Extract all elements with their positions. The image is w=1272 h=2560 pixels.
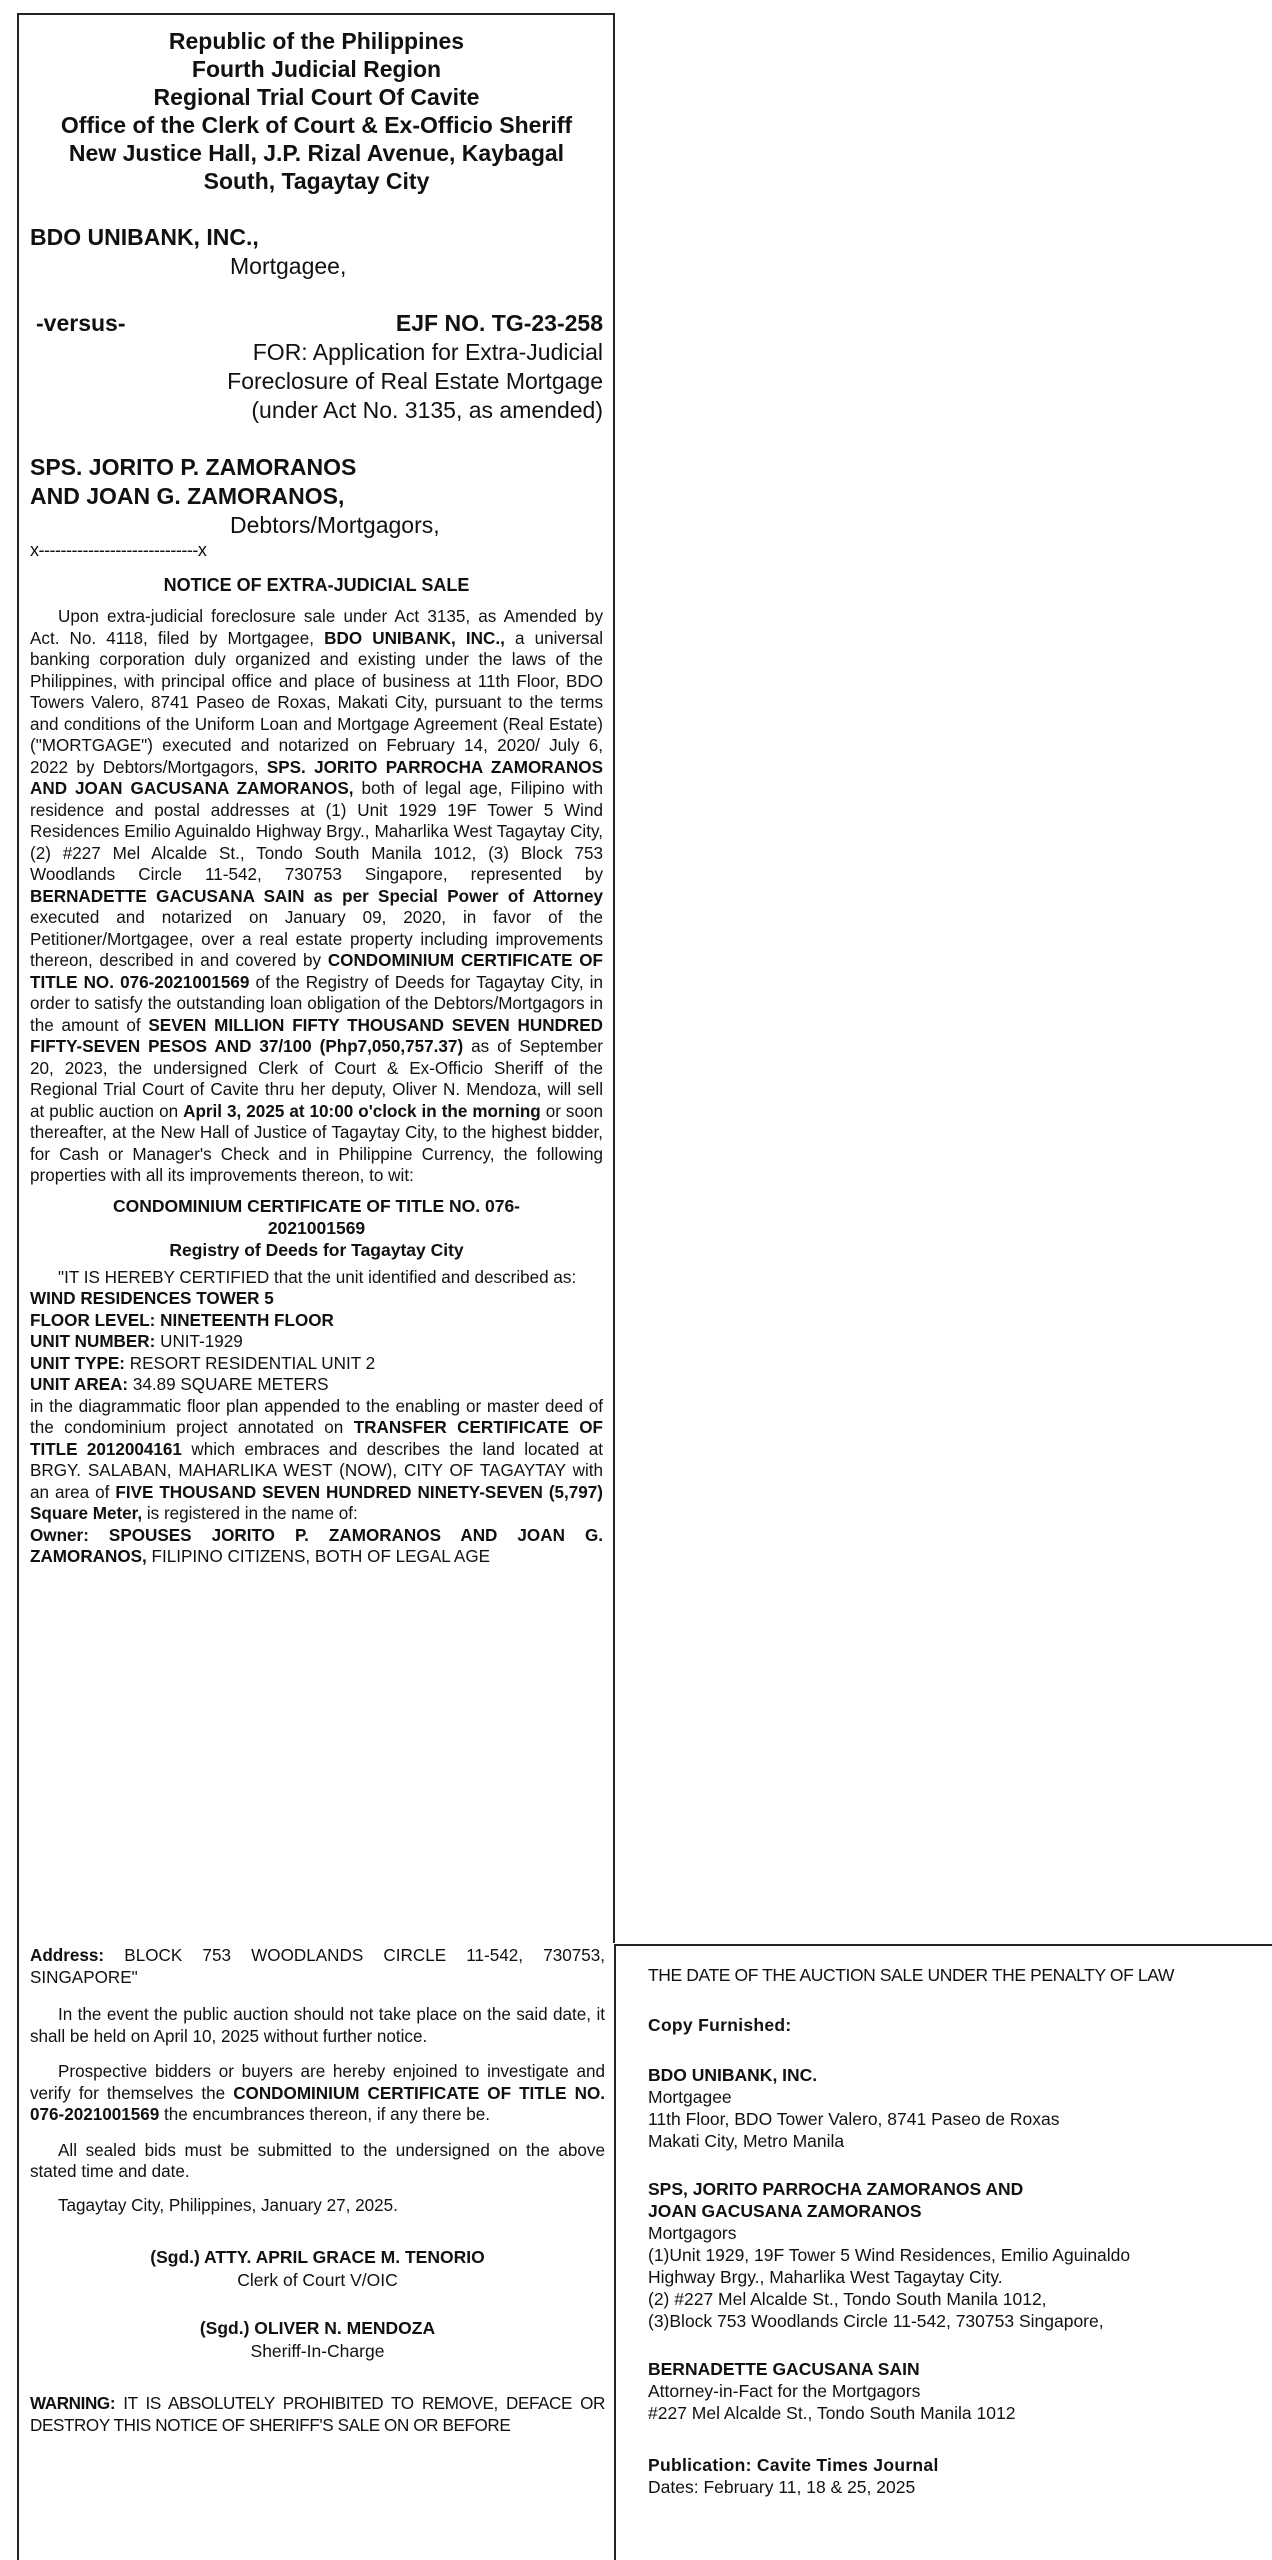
field-value: 34.89 SQUARE METERS xyxy=(128,1375,329,1394)
recipient-bdo xyxy=(648,2064,1260,2152)
field-value: FILIPINO CITIZENS, BOTH OF LEGAL AGE xyxy=(146,1547,491,1566)
cct-registry: Registry of Deeds for Tagaytay City xyxy=(169,1239,464,1260)
postponement-paragraph: In the event the public auction should not take place on the said date, it shall be held on April 10, 2025 without further notice. xyxy=(30,2005,605,2046)
signature-block-clerk xyxy=(30,2246,605,2292)
warning-notice xyxy=(30,2393,605,2436)
text-run: FIVE THOUSAND SEVEN HUNDRED NINETY-SEVEN (5,797) Square Meter, xyxy=(30,1482,603,1523)
unit-type xyxy=(30,1353,603,1375)
publication-dates: Dates: February 11, 18 & 25, 2025 xyxy=(648,2477,916,2497)
text-run: TRANSFER CERTIFICATE OF TITLE 2012004161 xyxy=(30,1418,603,1459)
case-purpose-line: Foreclosure of Real Estate Mortgage xyxy=(227,368,603,394)
recipient-address: Highway Brgy., Maharlika West Tagaytay City. xyxy=(648,2267,1003,2287)
header-line: Republic of the Philippines xyxy=(168,28,465,54)
text-run: of the Registry of Deeds for Tagaytay City, in order to satisfy the outstanding loan obligation of the Debtors/Mortgagors in the amount of xyxy=(30,972,603,1035)
main-paragraph xyxy=(30,606,603,1187)
recipient-name: JOAN GACUSANA ZAMORANOS xyxy=(648,2201,922,2221)
cct-heading xyxy=(30,1195,603,1261)
text-run: CONDOMINIUM CERTIFICATE OF TITLE NO. 076-2021001569 xyxy=(30,2083,605,2124)
text-run: executed and notarized on January 09, 2020, in favor of the Petitioner/Mortgagee, over a real estate property including improvements thereon, described in and covered by xyxy=(30,908,603,970)
recipient-role: Mortgagors xyxy=(648,2223,737,2243)
text-run: BERNADETTE GACUSANA SAIN as per Special Power of Attorney xyxy=(30,886,603,906)
field-label: UNIT TYPE: xyxy=(30,1353,125,1373)
certified-line: "IT IS HEREBY CERTIFIED that the unit identified and described as: xyxy=(58,1267,577,1287)
text-run: SEVEN MILLION FIFTY THOUSAND SEVEN HUNDRED FIFTY-SEVEN PESOS AND 37/100 (Php7,050,757.37) xyxy=(30,1015,603,1056)
warning-label: WARNING: xyxy=(30,2394,116,2413)
plaintiff-name: BDO UNIBANK, INC., xyxy=(30,224,259,250)
recipient-address: 11th Floor, BDO Tower Valero, 8741 Paseo de Roxas xyxy=(648,2109,1060,2129)
field-label: Address: xyxy=(30,1946,105,1965)
bidders-paragraph xyxy=(30,2061,605,2126)
notice-column xyxy=(17,13,615,1943)
text-run: April 3, 2025 at 10:00 o'clock in the morning xyxy=(183,1101,541,1121)
case-purpose-line: FOR: Application for Extra-Judicial xyxy=(252,339,603,365)
recipient-mortgagors xyxy=(648,2178,1260,2332)
text-run: Upon extra-judicial foreclosure sale under Act 3135, as Amended by Act. No. 4118, filed by Mortgagee, xyxy=(30,607,603,648)
text-run: as of September 20, 2023, the undersigned Clerk of Court & Ex-Officio Sheriff of the Regional Trial Court of Cavite thru her deputy, Oliver N. Mendoza, will sell at public auction on xyxy=(30,1037,603,1121)
field-value: UNIT-1929 xyxy=(155,1332,243,1351)
signatory-title: Clerk of Court V/OIC xyxy=(237,2270,398,2290)
versus-row xyxy=(30,309,603,338)
property-description xyxy=(30,1396,603,1525)
text-run: SPS. JORITO PARROCHA ZAMORANOS AND JOAN GACUSANA ZAMORANOS, xyxy=(30,757,603,798)
header-line: South, Tagaytay City xyxy=(203,168,430,194)
case-purpose-line: (under Act No. 3135, as amended) xyxy=(251,397,603,423)
defendant-role: Debtors/Mortgagors, xyxy=(230,512,440,538)
owner-line xyxy=(30,1525,603,1568)
text-run: both of legal age, Filipino with residence and postal addresses at (1) Unit 1929 19F Tower 5 Wind Residences Emilio Aguinaldo Highway Brgy., Maharlika West Tagaytay City, (2) #227 Mel Alcalde St., Tondo South Manila 1012, (3) Block 753 Woodlands Circle 11-542, 730753 Singapore, represented by xyxy=(30,779,603,884)
field-label: Owner: SPOUSES JORITO P. ZAMORANOS AND JOAN G. ZAMORANOS, xyxy=(30,1525,603,1566)
case-number: EJF NO. TG-23-258 xyxy=(395,310,603,336)
text-run: BDO UNIBANK, INC., xyxy=(324,628,505,648)
floor-level: FLOOR LEVEL: NINETEENTH FLOOR xyxy=(30,1310,334,1330)
recipient-role: Mortgagee xyxy=(648,2087,732,2107)
field-label: UNIT AREA: xyxy=(30,1375,129,1394)
unit-area xyxy=(30,1374,603,1396)
header-line: New Justice Hall, J.P. Rizal Avenue, Kaybagal xyxy=(68,140,565,166)
defendant-name: SPS. JORITO P. ZAMORANOS xyxy=(30,454,357,480)
text-run: which embraces and describes the land located at BRGY. SALABAN, MAHARLIKA WEST (NOW), CITY OF TAGAYTAY with an area of xyxy=(30,1439,604,1502)
recipient-attorney-in-fact xyxy=(648,2358,1260,2424)
field-value: RESORT RESIDENTIAL UNIT 2 xyxy=(124,1353,376,1373)
text-run: the encumbrances thereon, if any there be. xyxy=(159,2105,490,2124)
signature-block-sheriff xyxy=(30,2317,605,2363)
cct-title-line: CONDOMINIUM CERTIFICATE OF TITLE NO. 076- xyxy=(112,1195,521,1216)
text-run: or soon thereafter, at the New Hall of Justice of Tagaytay City, to the highest bidder, for Cash or Manager's Check and in Philippine Currency, the following properties with all its improvements thereon, to wit: xyxy=(30,1101,604,1185)
header-line: Office of the Clerk of Court & Ex-Officio Sheriff xyxy=(60,112,573,138)
header-line: Regional Trial Court Of Cavite xyxy=(153,84,480,110)
recipient-name: BDO UNIBANK, INC. xyxy=(648,2065,818,2085)
field-value: BLOCK 753 WOODLANDS CIRCLE 11-542, 730753, SINGAPORE" xyxy=(30,1946,605,1987)
signatory-name: (Sgd.) OLIVER N. MENDOZA xyxy=(199,2318,436,2338)
place-date: Tagaytay City, Philippines, January 27, 2025. xyxy=(58,2195,398,2215)
court-header xyxy=(30,27,603,195)
warning-continued: THE DATE OF THE AUCTION SALE UNDER THE PENALTY OF LAW xyxy=(648,1965,1174,1985)
copy-furnished-column xyxy=(614,1944,1272,2560)
notice-title: NOTICE OF EXTRA-JUDICIAL SALE xyxy=(163,575,470,595)
header-line: Fourth Judicial Region xyxy=(191,56,442,82)
copy-furnished-heading: Copy Furnished: xyxy=(648,2015,792,2035)
recipient-address: (2) #227 Mel Alcalde St., Tondo South Manila 1012, xyxy=(648,2289,1047,2309)
text-run: is registered in the name of: xyxy=(142,1504,358,1523)
plaintiff-role: Mortgagee, xyxy=(230,253,347,279)
sealed-bids-paragraph: All sealed bids must be submitted to the undersigned on the above stated time and date. xyxy=(30,2140,605,2181)
versus-label: -versus- xyxy=(36,310,126,336)
building-name: WIND RESIDENCES TOWER 5 xyxy=(30,1289,274,1308)
field-label: UNIT NUMBER: xyxy=(30,1332,156,1351)
publication-line: Publication: Cavite Times Journal xyxy=(648,2455,939,2475)
recipient-address: (1)Unit 1929, 19F Tower 5 Wind Residences, Emilio Aguinaldo xyxy=(648,2245,1131,2265)
caption-separator: x-----------------------------x xyxy=(30,540,207,560)
recipient-role: Attorney-in-Fact for the Mortgagors xyxy=(648,2381,921,2401)
warning-text: IT IS ABSOLUTELY PROHIBITED TO REMOVE, DEFACE OR DESTROY THIS NOTICE OF SHERIFF'S SALE ON OR BEFORE xyxy=(30,2394,605,2435)
unit-number xyxy=(30,1331,603,1353)
defendant-name: AND JOAN G. ZAMORANOS, xyxy=(30,483,345,509)
recipient-address: #227 Mel Alcalde St., Tondo South Manila 1012 xyxy=(648,2403,1016,2423)
notice-column-continued xyxy=(17,1943,615,2560)
recipient-address: Makati City, Metro Manila xyxy=(648,2131,845,2151)
cct-title-line: 2021001569 xyxy=(267,1217,366,1238)
recipient-name: BERNADETTE GACUSANA SAIN xyxy=(648,2359,920,2379)
text-run: Prospective bidders or buyers are hereby enjoined to investigate and verify for themselves the xyxy=(30,2062,605,2103)
signatory-name: (Sgd.) ATTY. APRIL GRACE M. TENORIO xyxy=(150,2247,485,2267)
signatory-title: Sheriff-In-Charge xyxy=(250,2341,385,2361)
text-run: a universal banking corporation duly organized and existing under the laws of the Philippines, with principal office and place of business at 11th Floor, BDO Towers Valero, 8741 Paseo de Roxas, Makati City, pursuant to the terms and conditions of the Uniform Loan and Mortgage Agreement (Real Estate) ("MORTGAGE") executed and notarized on February 14, 2020/ July 6, 2022 by Debtors/Mortgagors, xyxy=(30,628,603,777)
text-run: in the diagrammatic floor plan appended to the enabling or master deed of the condominium project annotated on xyxy=(30,1396,603,1437)
recipient-name: SPS, JORITO PARROCHA ZAMORANOS AND xyxy=(648,2179,1024,2199)
text-run: CONDOMINIUM CERTIFICATE OF TITLE NO. 076-2021001569 xyxy=(30,951,604,992)
address-line xyxy=(30,1945,605,1988)
recipient-address: (3)Block 753 Woodlands Circle 11-542, 730753 Singapore, xyxy=(648,2311,1104,2331)
